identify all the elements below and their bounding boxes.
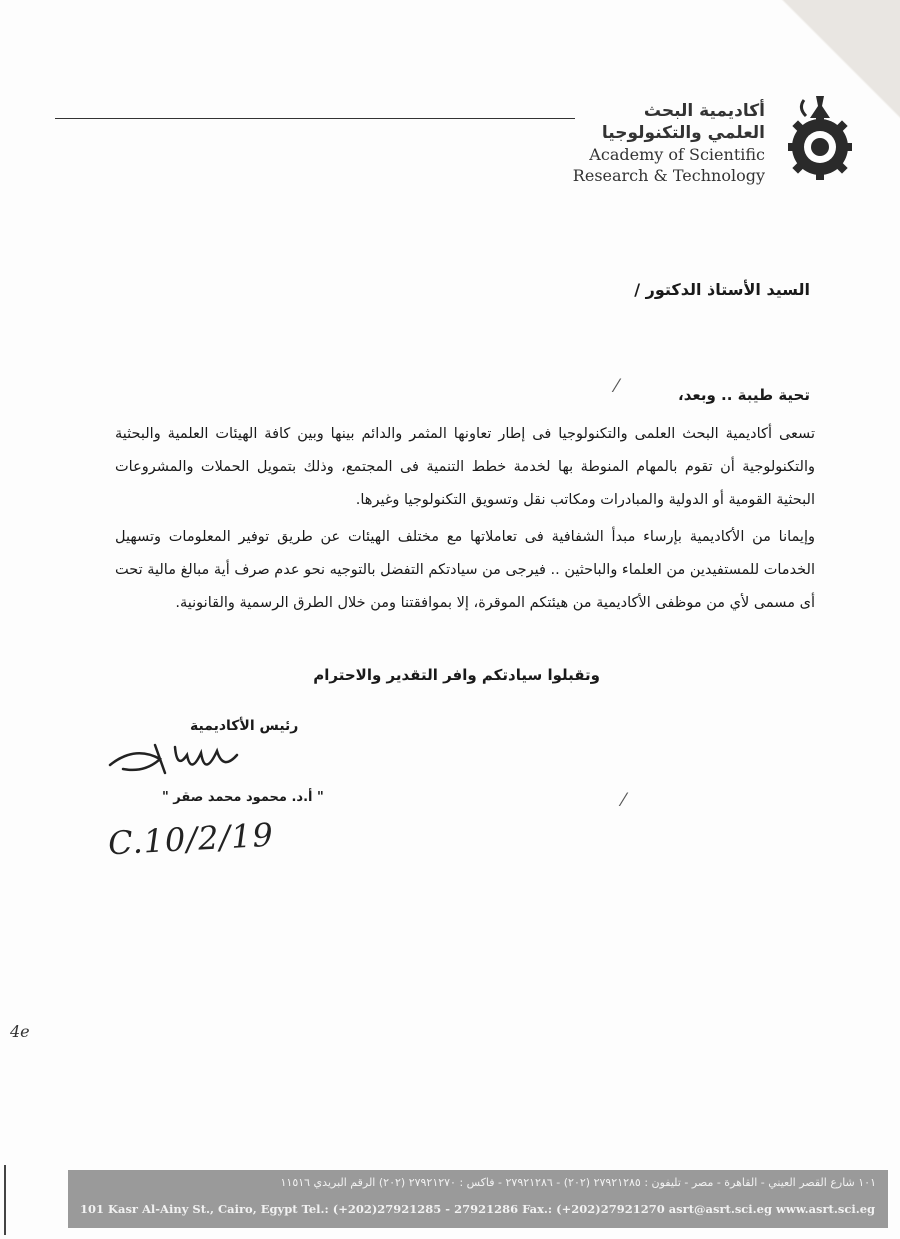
closing-line: وتقبلوا سيادتكم وافر التقدير والاحترام bbox=[313, 666, 600, 684]
greeting: تحية طيبة .. وبعد، bbox=[678, 386, 810, 404]
footer-address-en: 101 Kasr Al-Ainy St., Cairo, Egypt Tel.: (+202)27921285 - 27921286 Fax.: (+202)27921270 asrt@asrt.sci.eg www.asrt.sci.eg bbox=[80, 1202, 876, 1216]
body-paragraph-1: تسعى أكاديمية البحث العلمى والتكنولوجيا فى إطار تعاونها المثمر والدائم بينها وبين كافة الهيئات العلمية والبحثية والتكنولوجية أن تقوم بالمهام المنوطة بها لخدمة خطط التنمية فى المجتمع، وذلك بتمويل الحملات والمشروعات البحثية القومية أو الدولية والمبادرات ومكاتب نقل وتسويق التكنولوجيا وغيرها. bbox=[115, 426, 815, 508]
org-name-en-line1: Academy of Scientific bbox=[589, 145, 765, 164]
org-name-ar-line1: أكاديمية البحث bbox=[643, 101, 765, 121]
signatory-title: رئيس الأكاديمية bbox=[190, 718, 299, 734]
org-name-ar-line2: العلمي والتكنولوجيا bbox=[601, 123, 765, 143]
margin-note: 4e bbox=[10, 1022, 30, 1041]
stray-pen-mark: ⁄ bbox=[615, 376, 619, 397]
gear-flask-logo-icon bbox=[780, 92, 860, 182]
handwritten-date: C.10/2/19 bbox=[107, 815, 275, 863]
organization-name-block bbox=[573, 100, 765, 186]
footer-address-ar: ١٠١ شارع القصر العيني - القاهرة - مصر - تليفون : ٢٧٩٢١٢٨٥ (٢٠٢) - ٢٧٩٢١٢٨٦ - فاكس : ٢٧٩٢١٢٧٠ (٢٠٢) الرقم البريدي ١١٥١٦ bbox=[280, 1176, 876, 1189]
body-paragraph-2: وإيمانا من الأكاديمية بإرساء مبدأ الشفافية فى تعاملاتها مع مختلف الهيئات عن طريق توفير المعلومات وتسهيل الخدمات للمستفيدين من العلماء والباحثين .. فيرجى من سيادتكم التفضل بالتوجيه نحو عدم صرف أية مبالغ مالية تحت أى مسمى لأي من موظفى الأكاديمية من هيئتكم الموقرة، إلا بموافقتنا ومن خلال الطرق الرسمية والقانونية. bbox=[114, 529, 815, 611]
org-name-en-line2: Research & Technology bbox=[572, 166, 765, 185]
handwritten-signature bbox=[105, 725, 255, 785]
stray-pen-mark: ⁄ bbox=[622, 790, 626, 811]
header-rule bbox=[55, 118, 575, 119]
salutation: السيد الأستاذ الدكتور / bbox=[634, 280, 810, 299]
scan-edge-line bbox=[4, 1165, 6, 1235]
signatory-name: " أ.د. محمود محمد صقر " bbox=[162, 790, 324, 805]
letterhead-footer bbox=[68, 1170, 888, 1228]
